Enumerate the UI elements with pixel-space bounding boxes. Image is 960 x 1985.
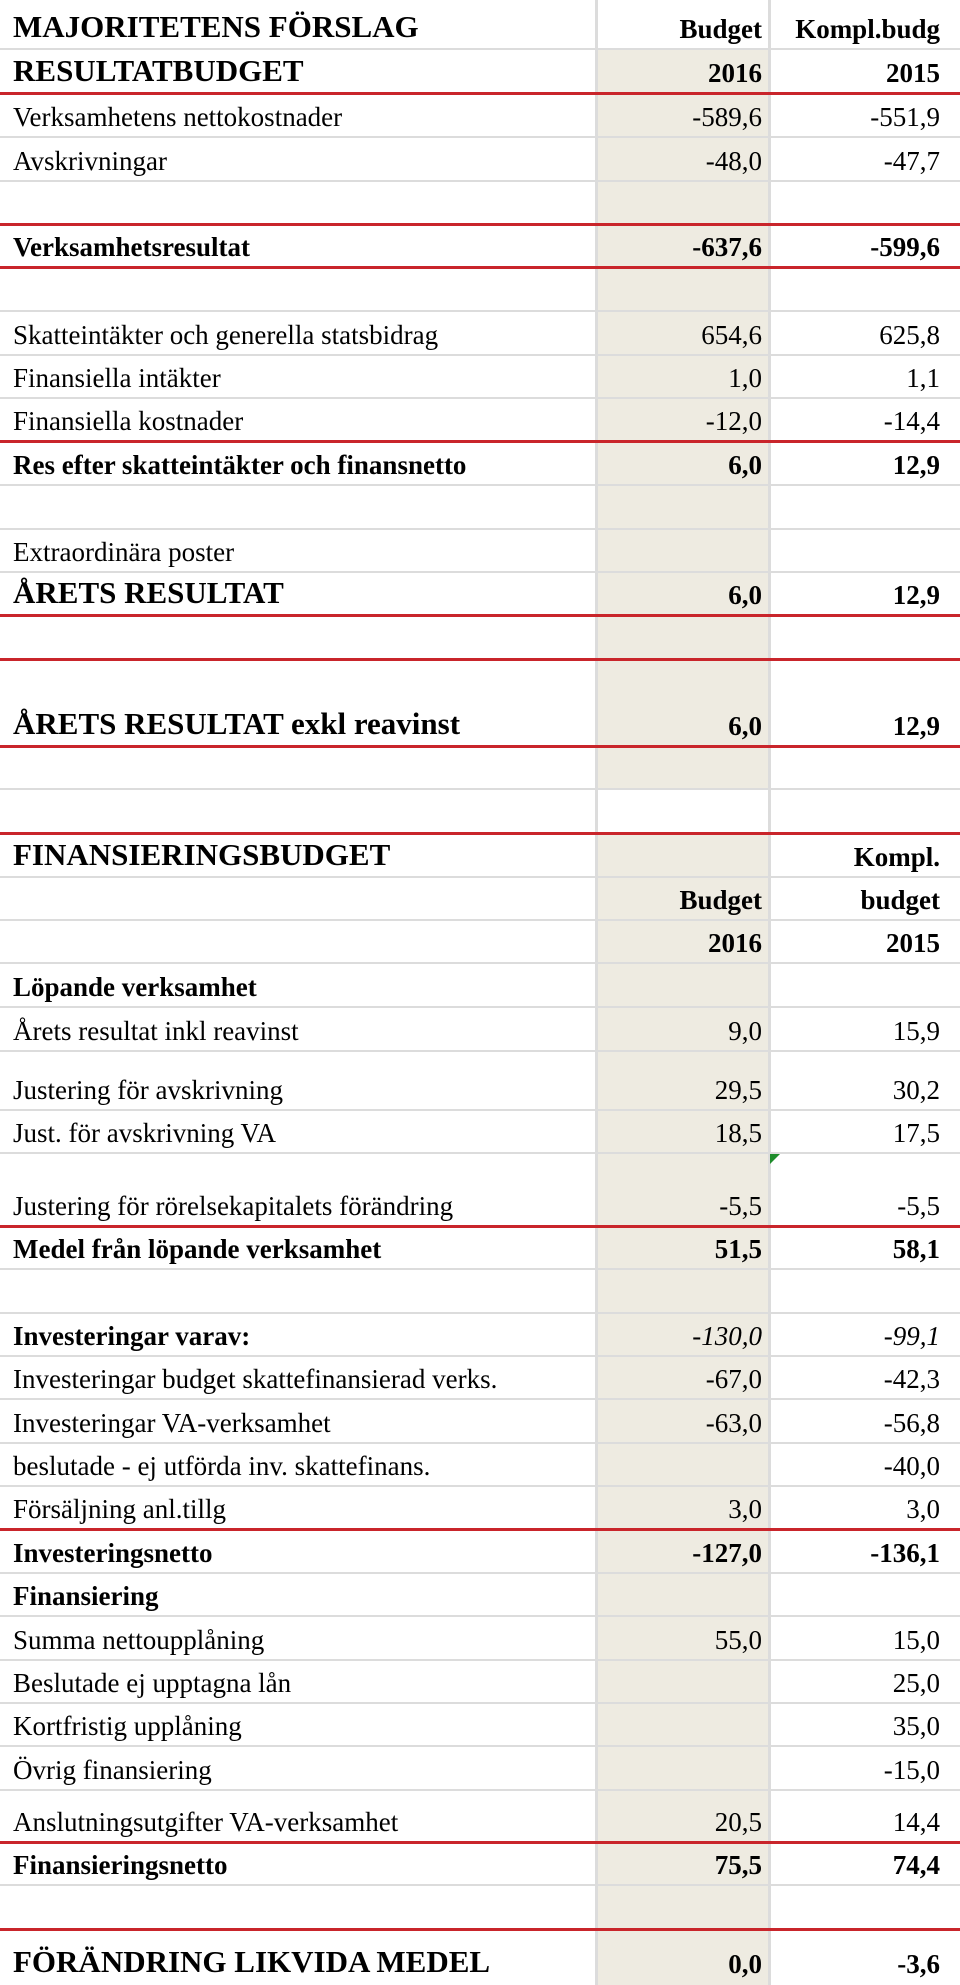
value-kompl-2015: Kompl. [853, 842, 940, 872]
value-budget-2016: -67,0 [705, 1364, 762, 1394]
grid-line [0, 1884, 960, 1886]
value-budget-2016: 55,0 [714, 1625, 762, 1655]
value-kompl-2015: -599,6 [870, 232, 940, 262]
grid-line [0, 788, 960, 790]
grid-line [0, 1268, 960, 1270]
value-kompl-2015: -42,3 [883, 1364, 940, 1394]
value-kompl-2015: 58,1 [892, 1234, 940, 1264]
table-row [0, 1487, 960, 1530]
row-label: Medel från löpande verksamhet [13, 1234, 382, 1264]
table-row [0, 399, 960, 442]
header-row-title [0, 0, 960, 50]
red-rule [0, 1225, 960, 1228]
value-kompl-2015: 12,9 [892, 450, 940, 480]
row-label: Justering för rörelsekapitalets förändring [13, 1191, 454, 1221]
value-budget-2016: -48,0 [705, 146, 762, 176]
grid-line [0, 1006, 960, 1008]
table-row [0, 1747, 960, 1791]
grid-line [0, 310, 960, 312]
table-row [0, 268, 960, 312]
section-title: RESULTATBUDGET [13, 53, 304, 88]
grid-line [0, 1659, 960, 1661]
table-row [0, 1886, 960, 1930]
value-kompl-2015: 1,1 [906, 363, 940, 393]
value-budget-2016: 75,5 [714, 1850, 762, 1880]
table-row [0, 1270, 960, 1314]
value-kompl-2015: -40,0 [883, 1451, 940, 1481]
row-label: Löpande verksamhet [13, 972, 257, 1002]
table-row [0, 1400, 960, 1444]
table-row [0, 1791, 960, 1843]
value-kompl-2015: -3,6 [897, 1949, 940, 1979]
grid-line [0, 528, 960, 530]
column-header-kompl: Kompl.budg [795, 14, 940, 44]
value-budget-2016: -589,6 [692, 102, 762, 132]
value-kompl-2015: 30,2 [892, 1075, 940, 1105]
red-rule [0, 832, 960, 835]
column-year-budget: 2016 [708, 58, 762, 88]
table-row [0, 1843, 960, 1886]
red-rule [0, 745, 960, 748]
row-label: ÅRETS RESULTAT exkl reavinst [13, 706, 461, 741]
row-label: Just. för avskrivning VA [13, 1118, 277, 1148]
column-header-budget: Budget [679, 14, 762, 44]
value-kompl-2015: 625,8 [879, 320, 940, 350]
table-row [0, 616, 960, 660]
row-label: Justering för avskrivning [13, 1075, 283, 1105]
value-kompl-2015: -15,0 [883, 1755, 940, 1785]
value-budget-2016: 6,0 [728, 711, 762, 741]
column-year-kompl: 2015 [886, 58, 940, 88]
grid-line [0, 1789, 960, 1791]
grid-line [0, 571, 960, 573]
value-kompl-2015: 35,0 [892, 1711, 940, 1741]
red-rule [0, 92, 960, 95]
value-kompl-2015: 14,4 [892, 1807, 940, 1837]
grid-line [0, 1745, 960, 1747]
table-row [0, 1704, 960, 1747]
table-row [0, 747, 960, 790]
red-rule [0, 614, 960, 617]
table-row [0, 442, 960, 486]
value-kompl-2015: 2015 [886, 928, 940, 958]
table-row [0, 1008, 960, 1052]
grid-line [0, 180, 960, 182]
red-rule [0, 1528, 960, 1531]
value-budget-2016: 9,0 [728, 1016, 762, 1046]
grid-line [0, 1572, 960, 1574]
table-row [0, 94, 960, 138]
row-label: Extraordinära poster [13, 537, 235, 567]
table-row [0, 225, 960, 268]
red-rule [0, 440, 960, 443]
table-row [0, 878, 960, 921]
value-kompl-2015: 25,0 [892, 1668, 940, 1698]
header-row-section [0, 50, 960, 94]
value-budget-2016: -127,0 [692, 1538, 762, 1568]
value-kompl-2015: -14,4 [883, 406, 940, 436]
row-label: Försäljning anl.tillg [13, 1494, 226, 1524]
value-budget-2016: 51,5 [714, 1234, 762, 1264]
sheet-title: MAJORITETENS FÖRSLAG [13, 9, 419, 44]
row-label: Investeringar VA-verksamhet [13, 1408, 331, 1438]
table-row [0, 1530, 960, 1574]
grid-line [0, 1485, 960, 1487]
value-kompl-2015: 15,0 [892, 1625, 940, 1655]
row-label: Verksamhetsresultat [13, 232, 250, 262]
red-rule [0, 1928, 960, 1931]
table-row [0, 138, 960, 182]
table-row [0, 1227, 960, 1270]
table-row [0, 1111, 960, 1154]
row-label: Investeringar budget skattefinansierad verks. [13, 1364, 498, 1394]
value-budget-2016: 18,5 [714, 1118, 762, 1148]
table-row [0, 790, 960, 834]
value-budget-2016: 0,0 [728, 1949, 762, 1979]
row-label: Summa nettoupplåning [13, 1625, 265, 1655]
table-row [0, 182, 960, 225]
grid-line [0, 1398, 960, 1400]
row-label: Finansiella kostnader [13, 406, 244, 436]
value-kompl-2015: -136,1 [870, 1538, 940, 1568]
row-label: Investeringar varav: [13, 1321, 251, 1351]
table-row [0, 573, 960, 616]
value-kompl-2015: -551,9 [870, 102, 940, 132]
red-rule [0, 223, 960, 226]
row-label: Res efter skatteintäkter och finansnetto [13, 450, 467, 480]
value-kompl-2015: -5,5 [897, 1191, 940, 1221]
value-budget-2016: 1,0 [728, 363, 762, 393]
row-label: Beslutade ej upptagna lån [13, 1668, 292, 1698]
red-rule [0, 1841, 960, 1844]
grid-line [0, 1442, 960, 1444]
row-label: Verksamhetens nettokostnader [13, 102, 343, 132]
table-row [0, 1574, 960, 1617]
value-budget-2016: 6,0 [728, 450, 762, 480]
value-kompl-2015: 15,9 [892, 1016, 940, 1046]
table-row [0, 1930, 960, 1985]
value-budget-2016: -130,0 [692, 1321, 762, 1351]
grid-line [0, 136, 960, 138]
value-budget-2016: -63,0 [705, 1408, 762, 1438]
row-label: FÖRÄNDRING LIKVIDA MEDEL [13, 1944, 491, 1979]
table-row [0, 921, 960, 964]
table-row [0, 964, 960, 1008]
value-budget-2016: 3,0 [728, 1494, 762, 1524]
table-row [0, 1661, 960, 1704]
grid-line [0, 354, 960, 356]
value-kompl-2015: -47,7 [883, 146, 940, 176]
grid-line [0, 1702, 960, 1704]
row-label: Kortfristig upplåning [13, 1711, 242, 1741]
table-row [0, 1444, 960, 1487]
value-kompl-2015: 12,9 [892, 711, 940, 741]
row-label: Avskrivningar [13, 146, 167, 176]
grid-line [0, 962, 960, 964]
value-kompl-2015: -99,1 [883, 1321, 940, 1351]
table-row [0, 356, 960, 399]
value-kompl-2015: 17,5 [892, 1118, 940, 1148]
grid-line [0, 397, 960, 399]
value-kompl-2015: budget [860, 885, 940, 915]
value-budget-2016: -5,5 [719, 1191, 762, 1221]
table-row [0, 1357, 960, 1400]
grid-line [0, 484, 960, 486]
row-label: Finansiella intäkter [13, 363, 221, 393]
table-row [0, 1617, 960, 1661]
value-budget-2016: 654,6 [701, 320, 762, 350]
table-row [0, 486, 960, 530]
table-row [0, 834, 960, 878]
grid-line [0, 1355, 960, 1357]
table-row [0, 660, 960, 747]
row-label: Övrig finansiering [13, 1755, 212, 1785]
grid-line [0, 1050, 960, 1052]
red-rule [0, 266, 960, 269]
grid-line [0, 876, 960, 878]
row-label: Finansiering [13, 1581, 159, 1611]
value-budget-2016: 20,5 [714, 1807, 762, 1837]
table-row [0, 530, 960, 573]
value-budget-2016: -637,6 [692, 232, 762, 262]
grid-line [0, 1152, 960, 1154]
row-label: ÅRETS RESULTAT [13, 575, 284, 610]
row-label: Investeringsnetto [13, 1538, 213, 1568]
value-kompl-2015: 74,4 [892, 1850, 940, 1880]
grid-line [0, 48, 960, 50]
row-label: Årets resultat inkl reavinst [13, 1016, 299, 1046]
value-budget-2016: 2016 [708, 928, 762, 958]
value-budget-2016: 6,0 [728, 580, 762, 610]
table-row [0, 1314, 960, 1357]
cell-note-marker [770, 1154, 780, 1164]
row-label: FINANSIERINGSBUDGET [13, 837, 391, 872]
row-label: beslutade - ej utförda inv. skattefinans. [13, 1451, 431, 1481]
grid-line [0, 1615, 960, 1617]
grid-line [0, 1312, 960, 1314]
red-rule [0, 658, 960, 661]
value-budget-2016: 29,5 [714, 1075, 762, 1105]
table-row [0, 1154, 960, 1227]
grid-line [0, 919, 960, 921]
value-kompl-2015: 12,9 [892, 580, 940, 610]
table-row [0, 1052, 960, 1111]
value-budget-2016: Budget [679, 885, 762, 915]
grid-line [0, 1109, 960, 1111]
row-label: Skatteintäkter och generella statsbidrag [13, 320, 439, 350]
row-label: Anslutningsutgifter VA-verksamhet [13, 1807, 399, 1837]
value-kompl-2015: -56,8 [883, 1408, 940, 1438]
table-row [0, 312, 960, 356]
value-kompl-2015: 3,0 [906, 1494, 940, 1524]
row-label: Finansieringsnetto [13, 1850, 228, 1880]
value-budget-2016: -12,0 [705, 406, 762, 436]
